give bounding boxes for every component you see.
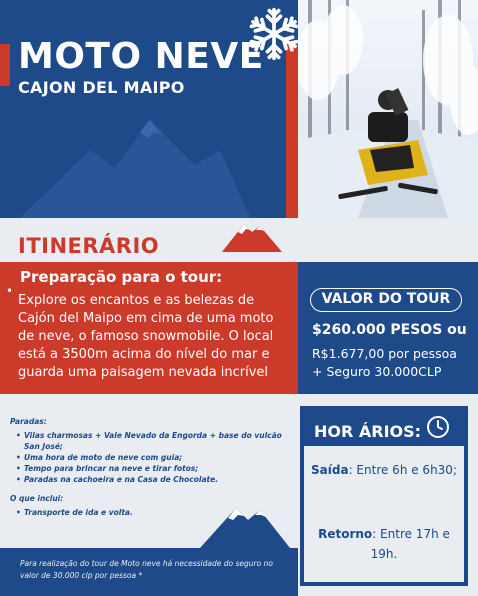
list-item: • Transporte de ida e volta.: [18, 507, 290, 518]
list-item: • Tempo para brincar na neve e tirar fotos;: [18, 463, 290, 474]
price-brl: R$1.677,00 por pessoa: [312, 346, 457, 361]
departure-label: Saída: [311, 463, 349, 477]
stops-label: Paradas:: [10, 417, 47, 426]
return-label: Retorno: [318, 527, 373, 541]
snowflake-icon: [246, 6, 302, 62]
includes-label: O que inclui:: [10, 494, 64, 503]
mountain-icon: [200, 500, 290, 548]
list-item: • Paradas na cachoeira e na Casa de Chocolate.: [18, 474, 290, 485]
footer-note: Para realização do tour de Moto neve há necessidade do seguro no valor de 30.000 clp por pessoa *: [0, 548, 298, 596]
departure-text: : Entre 6h e 6h30;: [348, 463, 457, 477]
snowmobile-photo: [298, 0, 478, 218]
hours-content: [304, 446, 464, 582]
accent-bar: [286, 44, 298, 218]
price-label: VALOR DO TOUR: [310, 288, 462, 312]
mountain-icon: [222, 220, 282, 252]
accent-bar: [0, 44, 10, 86]
hours-title: HOR ÁRIOS:: [314, 422, 422, 441]
page-subtitle: CAJON DEL MAIPO: [18, 78, 185, 97]
itinerary-heading: Preparação para o tour:: [20, 268, 223, 286]
list-item: • Vilas charmosas + Vale Nevado da Engorda + base do vulcão San José;: [18, 430, 290, 452]
price-box: [298, 262, 478, 394]
itinerary-box: [0, 262, 298, 394]
mountain-icon: [20, 110, 250, 218]
price-insurance: + Seguro 30.000CLP: [312, 364, 442, 379]
itinerary-title: ITINERÁRIO: [18, 234, 160, 258]
hours-card: [300, 406, 468, 586]
departure-time: [304, 460, 464, 480]
return-time: [304, 524, 464, 564]
bullet: •: [6, 284, 14, 298]
return-text: : Entre 17h e 19h.: [370, 527, 450, 561]
stops-list: [10, 430, 290, 485]
clock-icon: [426, 415, 450, 439]
price-main: $260.000 PESOS ou: [312, 322, 467, 338]
itinerary-description: Explore os encantos e as belezas de Cajón del Maipo em cima de uma moto de neve, o famoso snowmobile. O local está a 3500m acima do nível do mar e guarda uma paisagem nevada incrível: [18, 293, 274, 380]
list-item: • Uma hora de moto de neve com guia;: [18, 452, 290, 463]
page-title: MOTO NEVE: [18, 36, 264, 77]
